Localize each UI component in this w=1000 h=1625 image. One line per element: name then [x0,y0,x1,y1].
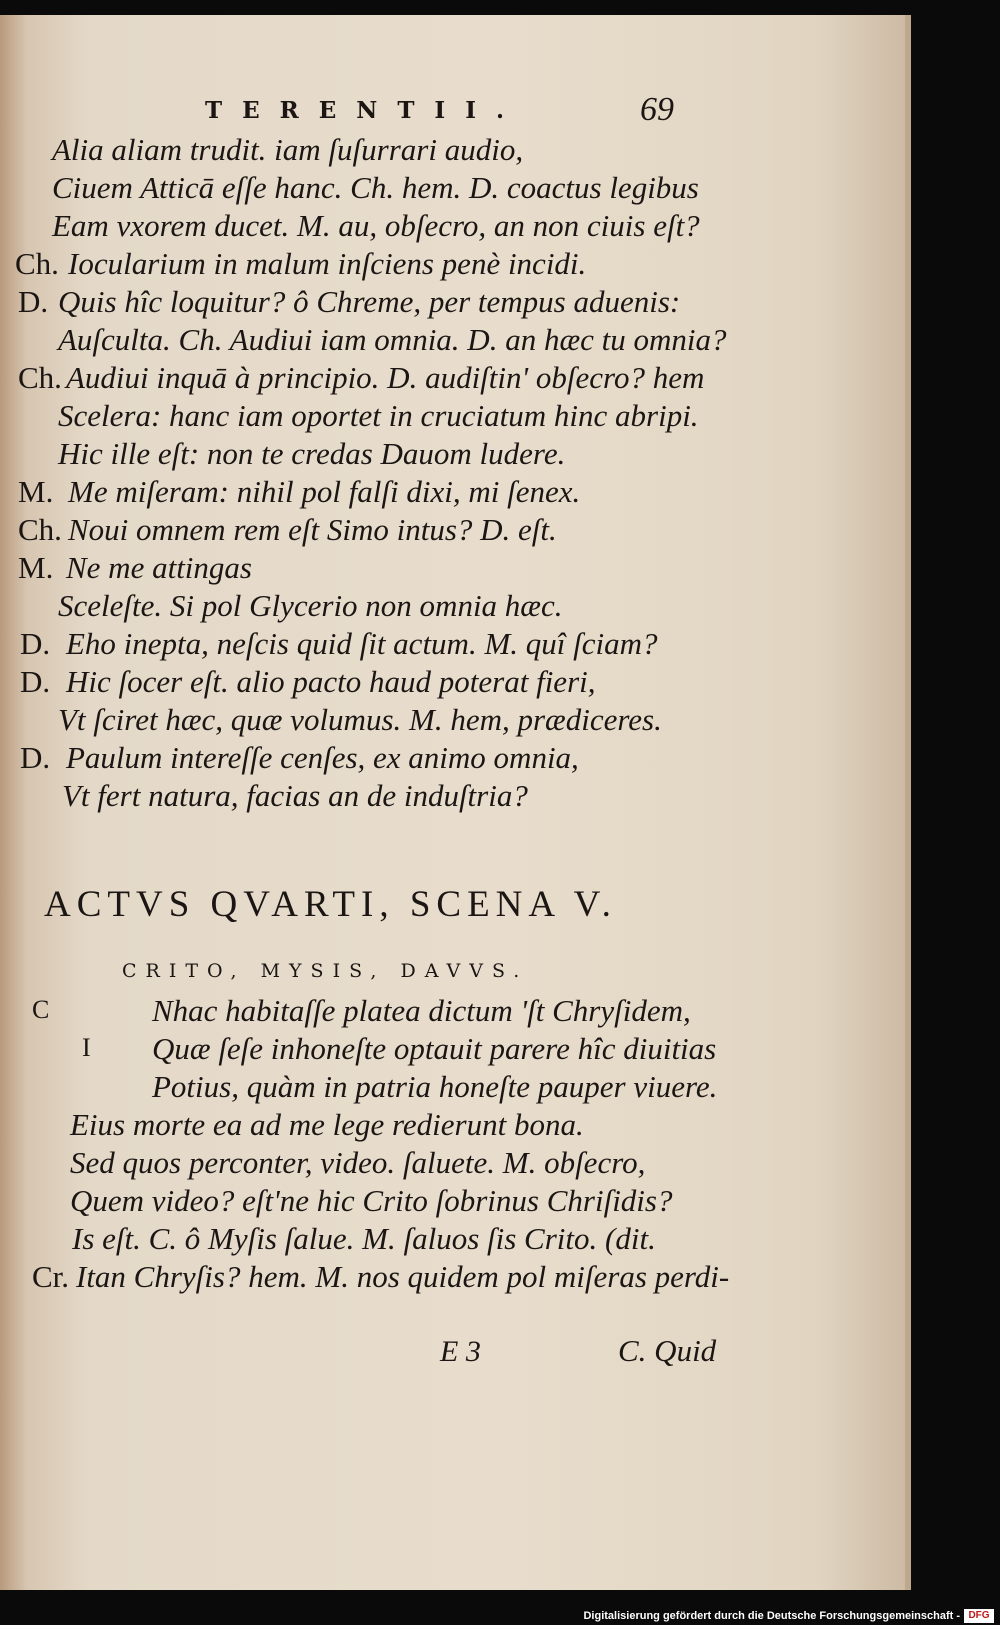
book-page [0,15,905,1590]
verse-line: D. Hic ſocer eſt. alio pacto haud poterat fieri, [20,664,596,699]
verse-line: Eius morte ea ad me lege redierunt bona. [70,1107,584,1142]
verse-line: Hic ille eſt: non te credas Dauom ludere. [58,436,566,471]
verse-line: Sed quos perconter, video. ſaluete. M. obſecro, [70,1145,646,1180]
verse-line: Quæ ſeſe inhoneſte optauit parere hîc diuitias [152,1031,717,1066]
verse-line: M. Me miſeram: nihil pol falſi dixi, mi ſenex. [18,474,581,509]
verse-line: Ch. Noui omnem rem eſt Simo intus? D. eſt. [18,512,557,547]
speaker-label: M. [18,474,54,509]
verse-line: Cr. Itan Chryſis? hem. M. nos quidem pol miſeras perdi- [32,1259,730,1294]
verse-line: Ch. Iocularium in malum inſciens penè incidi. [15,246,587,281]
speaker-label: D. [20,740,51,775]
page-header [0,93,905,133]
page-edge [905,15,911,1590]
speaker-label: D. [20,626,51,661]
verse-line: M. Ne me attingas [18,550,252,585]
verse-line: D. Paulum intereſſe cenſes, ex animo omnia, [20,740,579,775]
speaker-label: D. [20,664,51,699]
speaker-label: M. [18,550,54,585]
verse-line: Nhac habitaſſe platea dictum 'ſt Chryſidem, [152,993,691,1028]
speaker-label: Ch. [18,512,62,547]
verse-line: D. Eho inepta, neſcis quid ſit actum. M. quî ſciam? [20,626,658,661]
verse-line: Quem video? eſt'ne hic Crito ſobrinus Chriſidis? [70,1183,673,1218]
act-heading: ACTVS QVARTI, SCENA V. [44,884,617,925]
scene-initial: C [32,995,50,1024]
verse-line: D. Quis hîc loquitur? ô Chreme, per tempus aduenis: [18,284,681,319]
page-number: 69 [640,91,674,128]
verse-line: Vt fert natura, facias an de induſtria? [62,778,528,813]
speaker-label: D. [18,284,49,319]
verse-line: Ciuem Atticā eſſe hanc. Ch. hem. D. coactus legibus [52,170,699,205]
verse-line: Vt ſciret hæc, quæ volumus. M. hem, prædiceres. [58,702,662,737]
verse-line: Sceleſte. Si pol Glycerio non omnia hæc. [58,588,563,623]
verse-line: Potius, quàm in patria honeſte pauper viuere. [152,1069,718,1104]
signature-mark: E 3 [440,1335,481,1368]
cast-list: CRITO, MYSIS, DAVVS. [122,960,529,982]
digitization-credit: Digitalisierung gefördert durch die Deutsche Forschungsgemeinschaft - [583,1610,960,1622]
speaker-label: Cr. [32,1259,70,1294]
verse-line: Is eſt. C. ô Myſis ſalue. M. ſaluos ſis Crito. (dit. [72,1221,656,1256]
verse-line: Alia aliam trudit. iam ſuſurrari audio, [52,132,524,167]
speaker-label: Ch. [18,360,62,395]
verse-line: Eam vxorem ducet. M. au, obſecro, an non ciuis eſt? [52,208,700,243]
catchword: C. Quid [618,1333,717,1368]
verse-line: Auſculta. Ch. Audiui iam omnia. D. an hæc tu omnia? [58,322,727,357]
speaker-label: Ch. [15,246,59,281]
verse-line: Scelera: hanc iam oportet in cruciatum hinc abripi. [58,398,699,433]
dfg-logo: DFG [964,1609,994,1623]
running-title: TERENTII. [205,97,524,124]
scene-initial: I [82,1033,91,1062]
verse-line: Ch. Audiui inquā à principio. D. audiſtin' obſecro? hem [18,360,705,395]
